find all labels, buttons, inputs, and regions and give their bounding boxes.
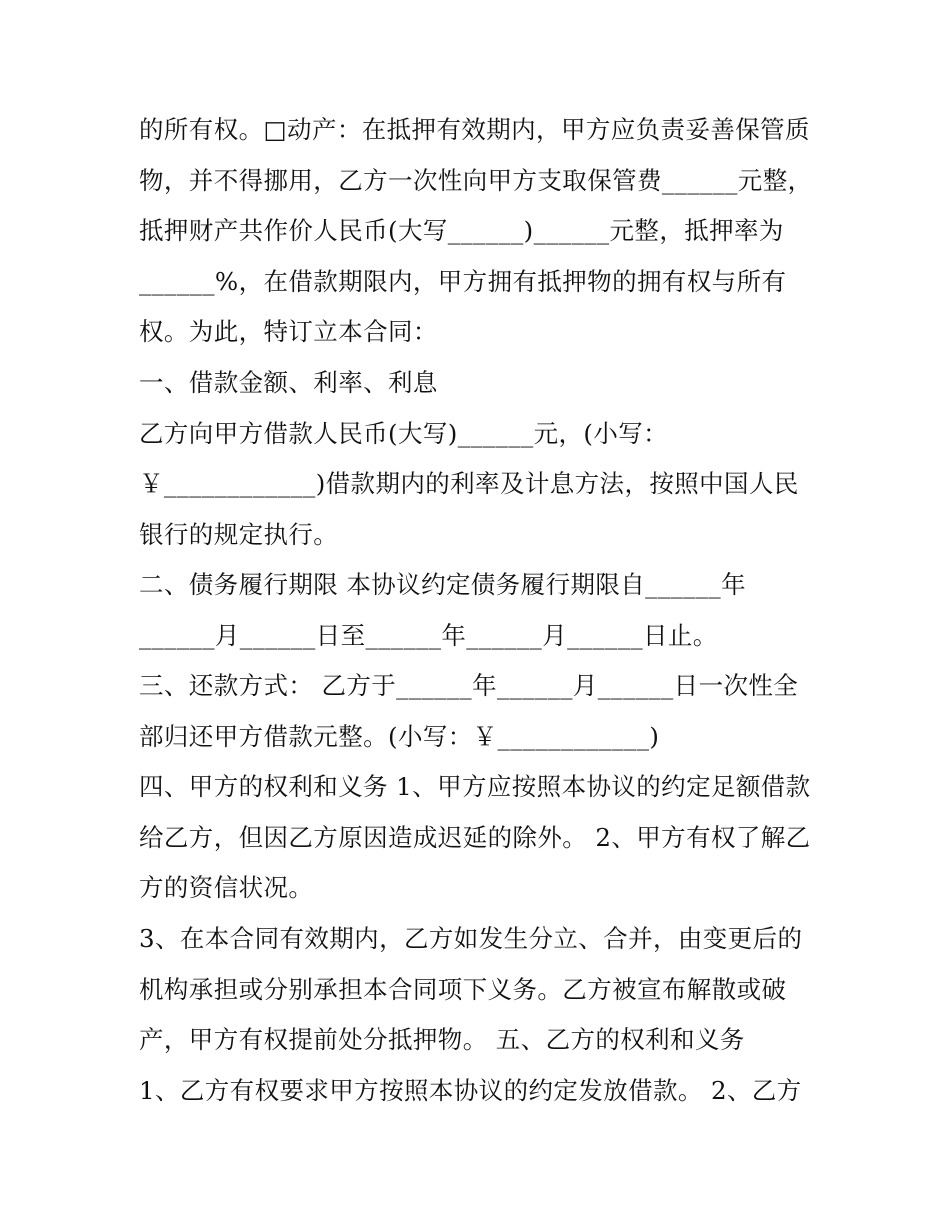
- text-line: 给乙方，但因乙方原因造成迟延的除外。 2、甲方有权了解乙: [139, 823, 811, 852]
- text-line: 方的资信状况。: [139, 873, 314, 902]
- text-line: 权。为此，特订立本合同：: [139, 317, 438, 346]
- text-line: 物，并不得挪用，乙方一次性向甲方支取保管费______元整，: [139, 166, 813, 195]
- text-line: 部归还甲方借款元整。(小写：￥____________): [139, 722, 660, 751]
- text-line: 的所有权。□动产：在抵押有效期内，甲方应负责妥善保管质: [139, 115, 810, 144]
- text-line: 三、还款方式： 乙方于______年______月______日一次性全: [139, 671, 799, 700]
- text-line: 3、在本合同有效期内，乙方如发生分立、合并，由变更后的: [139, 924, 803, 953]
- text-line: 产，甲方有权提前处分抵押物。 五、乙方的权利和义务: [139, 1025, 745, 1054]
- text-line: 银行的规定执行。: [139, 520, 339, 549]
- text-line: 抵押财产共作价人民币(大写______)______元整，抵押率为: [139, 216, 784, 245]
- text-line: ______月______日至______年______月______日止。: [139, 621, 718, 650]
- text-line: 乙方向甲方借款人民币(大写)______元，(小写：: [139, 419, 669, 448]
- text-line: 机构承担或分别承担本合同项下义务。乙方被宣布解散或破: [139, 975, 787, 1004]
- text-line: ￥____________)借款期内的利率及计息方法，按照中国人民: [139, 469, 799, 498]
- section-heading: 一、借款金额、利率、利息: [139, 368, 438, 397]
- text-line: 1、乙方有权要求甲方按照本协议的约定发放借款。 2、乙方: [139, 1076, 802, 1105]
- text-line: ______%，在借款期限内，甲方拥有抵押物的拥有权与所有: [139, 267, 787, 296]
- text-line: 四、甲方的权利和义务 1、甲方应按照本协议的约定足额借款: [139, 772, 811, 801]
- text-line: 二、债务履行期限 本协议约定债务履行期限自______年: [139, 570, 746, 599]
